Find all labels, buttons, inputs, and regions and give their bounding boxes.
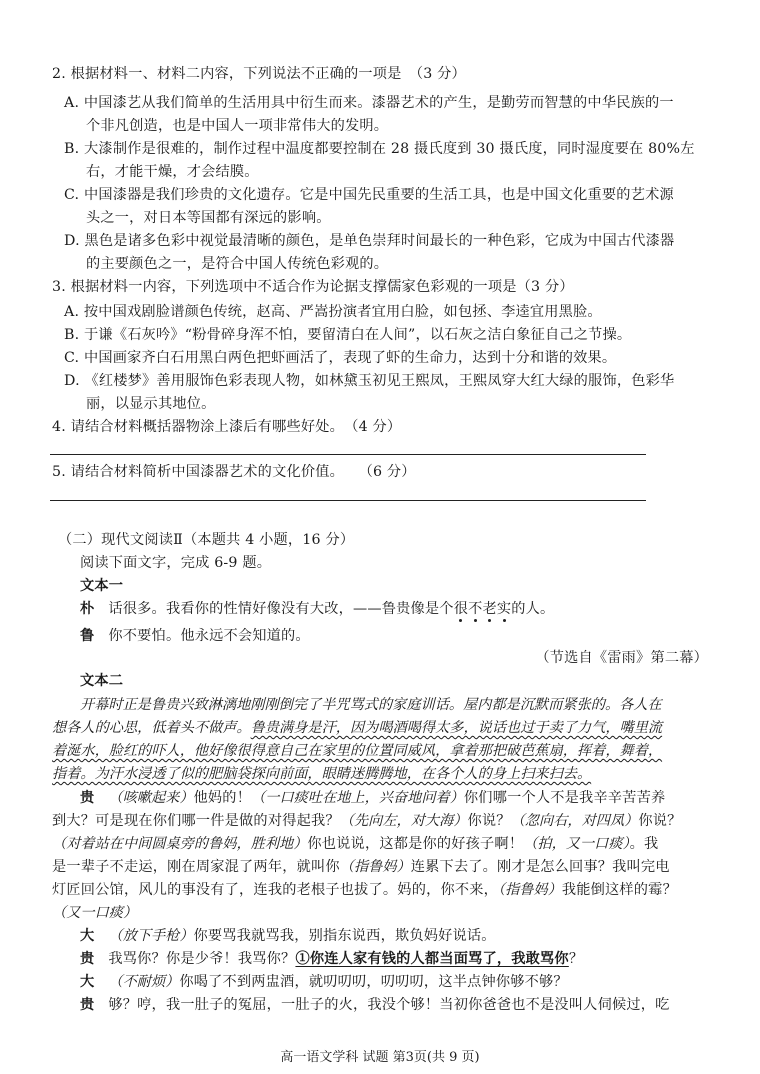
q2-option-c-line1: C. 中国漆器是我们珍贵的文化遗存。它是中国先民重要的生活工具，也是中国文化重要的艺术源 — [64, 187, 674, 203]
q2-option-c-line2: 头之一，对日本等国都有深远的影响。 — [86, 210, 331, 226]
dialogue-gui-line2: 到大？可是现在你们哪一件是做的对得起我？（先向左，对大海）你说？（忽向右，对四凤）你说？ — [52, 813, 682, 829]
page-footer: 高一语文学科 试题 第3页(共 9 页) — [280, 1050, 480, 1065]
q3-option-a: A. 按中国戏剧脸谱颜色传统，赵高、严嵩扮演者宜用白脸，如包拯、李逵宜用黑脸。 — [64, 304, 602, 320]
dialogue-gui-line3: （对着站在中间圆桌旁的鲁妈，胜利地）你也说说，这都是你的好孩子啊！（拍，又一口痰）。我 — [52, 836, 659, 852]
q5-stem: 5. 请结合材料简析中国漆器艺术的文化价值。 （6 分） — [52, 464, 416, 480]
text1-title: 文本一 — [80, 578, 124, 594]
dialogue-line-pu: 朴 话很多。我看你的性情好像没有大改，——鲁贵像是个很不老实的人。 — [80, 601, 555, 617]
q2-option-b-line1: B. 大漆制作是很难的，制作过程中温度都要控制在 28 摄氏度到 30 摄氏度，同时湿度要在 80%左 — [64, 141, 695, 157]
q2-option-d-line1: D. 黑色是诸多色彩中视觉最清晰的颜色，是单色崇拜时间最长的一种色彩，它成为中国古代漆器 — [64, 233, 675, 249]
text2-title: 文本二 — [80, 673, 124, 689]
q3-stem: 3. 根据材料一内容，下列选项中不适合作为论据支撑儒家色彩观的一项是（3 分） — [52, 279, 574, 295]
speaker-da: 大 — [80, 928, 95, 944]
q4-answer-line[interactable] — [50, 454, 646, 455]
section2-title: （二）现代文阅读Ⅱ（本题共 4 小题，16 分） — [58, 532, 355, 548]
stage-direction-line2: 想各人的心思，低着头不做声。鲁贵满身是汗，因为喝酒喝得太多，说话也过于卖了力气，嘴里流 — [52, 720, 663, 736]
q3-option-d-line1: D. 《红楼梦》善用服饰色彩表现人物，如林黛玉初见王熙凤，王熙凤穿大红大绿的服饰，色彩华 — [64, 373, 675, 389]
dialogue-gui-line5: 灯匠回公馆，风儿的事没有了，连我的老根子也拔了。妈的，你不来，（指鲁妈）我能倒这样的霉？ — [52, 882, 677, 898]
speaker-da: 大 — [80, 974, 95, 990]
dialogue-gui-line1: 贵 （咳嗽起来）他妈的！（一口痰吐在地上，兴奋地问着）你们哪一个人不是我辛辛苦苦养 — [80, 790, 666, 806]
source-note: （节选自《雷雨》第二幕） — [535, 650, 708, 666]
dialogue-gui-line6: （又一口痰） — [52, 905, 138, 921]
q2-option-a-line2: 个非凡创造，也是中国人一项非常伟大的发明。 — [86, 118, 389, 134]
q2-option-b-line2: 右，才能干燥，才会结膜。 — [86, 164, 259, 180]
q5-answer-line[interactable] — [50, 500, 646, 501]
q2-option-a-line1: A. 中国漆艺从我们简单的生活用具中衍生而来。漆器艺术的产生，是勤劳而智慧的中华民族的一 — [64, 95, 674, 111]
dialogue-gui-line8: 贵 够？哼，我一肚子的冤屈，一肚子的火，我没个够！当初你爸爸也不是没叫人伺候过，吃 — [80, 997, 670, 1013]
emphasis-char: 实 — [496, 601, 512, 617]
q3-option-b: B. 于谦《石灰吟》“粉骨碎身浑不怕，要留清白在人间”，以石灰之洁白象征自己之节操。 — [64, 327, 632, 343]
speaker-gui: 贵 — [80, 951, 95, 967]
q3-option-d-line2: 丽，以显示其地位。 — [86, 396, 216, 412]
dialogue-gui-line7: 贵 我骂你？你是少爷！我骂你？①你连人家有钱的人都当面骂了，我敢骂你？ — [80, 951, 584, 967]
q2-option-d-line2: 的主要颜色之一，是符合中国人传统色彩观的。 — [86, 256, 389, 272]
dialogue-line-lu: 鲁 你不要怕。他永远不会知道的。 — [80, 628, 310, 644]
wavy-underlined-text: 鲁贵满身是汗，因为喝酒喝得太多，说话也过于卖了力气，嘴里流 — [250, 720, 663, 736]
speaker-gui: 贵 — [80, 790, 95, 806]
section2-instruction: 阅读下面文字，完成 6-9 题。 — [80, 555, 272, 571]
q4-stem: 4. 请结合材料概括器物涂上漆后有哪些好处。 （4 分） — [52, 419, 402, 435]
emphasis-char: 很 — [453, 601, 469, 617]
dialogue-gui-line4: 是一辈子不走运，刚在周家混了两年，就叫你（指鲁妈）连累下去了。刚才是怎么回事？我叫完电 — [52, 859, 670, 875]
speaker-pu: 朴 — [80, 601, 95, 617]
stage-direction-line3: 着涎水，脸红的吓人，他好像很得意自己在家里的位置同威风，拿着那把破芭蕉扇，挥着，舞着， — [52, 743, 663, 759]
dialogue-da-line1: 大 （放下手枪）你要骂我就骂我，别指东说西，欺负妈好说话。 — [80, 928, 496, 944]
stage-direction-line4: 指着。为汗水浸透了似的肥脑袋探向前面，眼睛迷腾腾地，在各个人的身上扫来扫去。 — [52, 766, 592, 782]
stage-direction-line1: 开幕时正是鲁贵兴致淋漓地刚刚倒完了半咒骂式的家庭训话。屋内都是沉默而紧张的。各人在 — [80, 697, 662, 713]
emphasis-char: 老 — [482, 601, 497, 617]
q2-stem: 2. 根据材料一、材料二内容，下列说法不正确的一项是 （3 分） — [52, 66, 466, 82]
marked-sentence-1: ①你连人家有钱的人都当面骂了，我敢骂你 — [295, 951, 569, 967]
speaker-gui: 贵 — [80, 997, 95, 1013]
emphasis-char: 不 — [468, 601, 483, 617]
speaker-lu: 鲁 — [80, 628, 95, 644]
q3-option-c: C. 中国画家齐白石用黑白两色把虾画活了，表现了虾的生命力，达到十分和谐的效果。 — [64, 350, 617, 366]
dialogue-da-line2: 大 （不耐烦）你喝了不到两盅酒，就叨叨叨，叨叨叨，这半点钟你够不够？ — [80, 974, 568, 990]
